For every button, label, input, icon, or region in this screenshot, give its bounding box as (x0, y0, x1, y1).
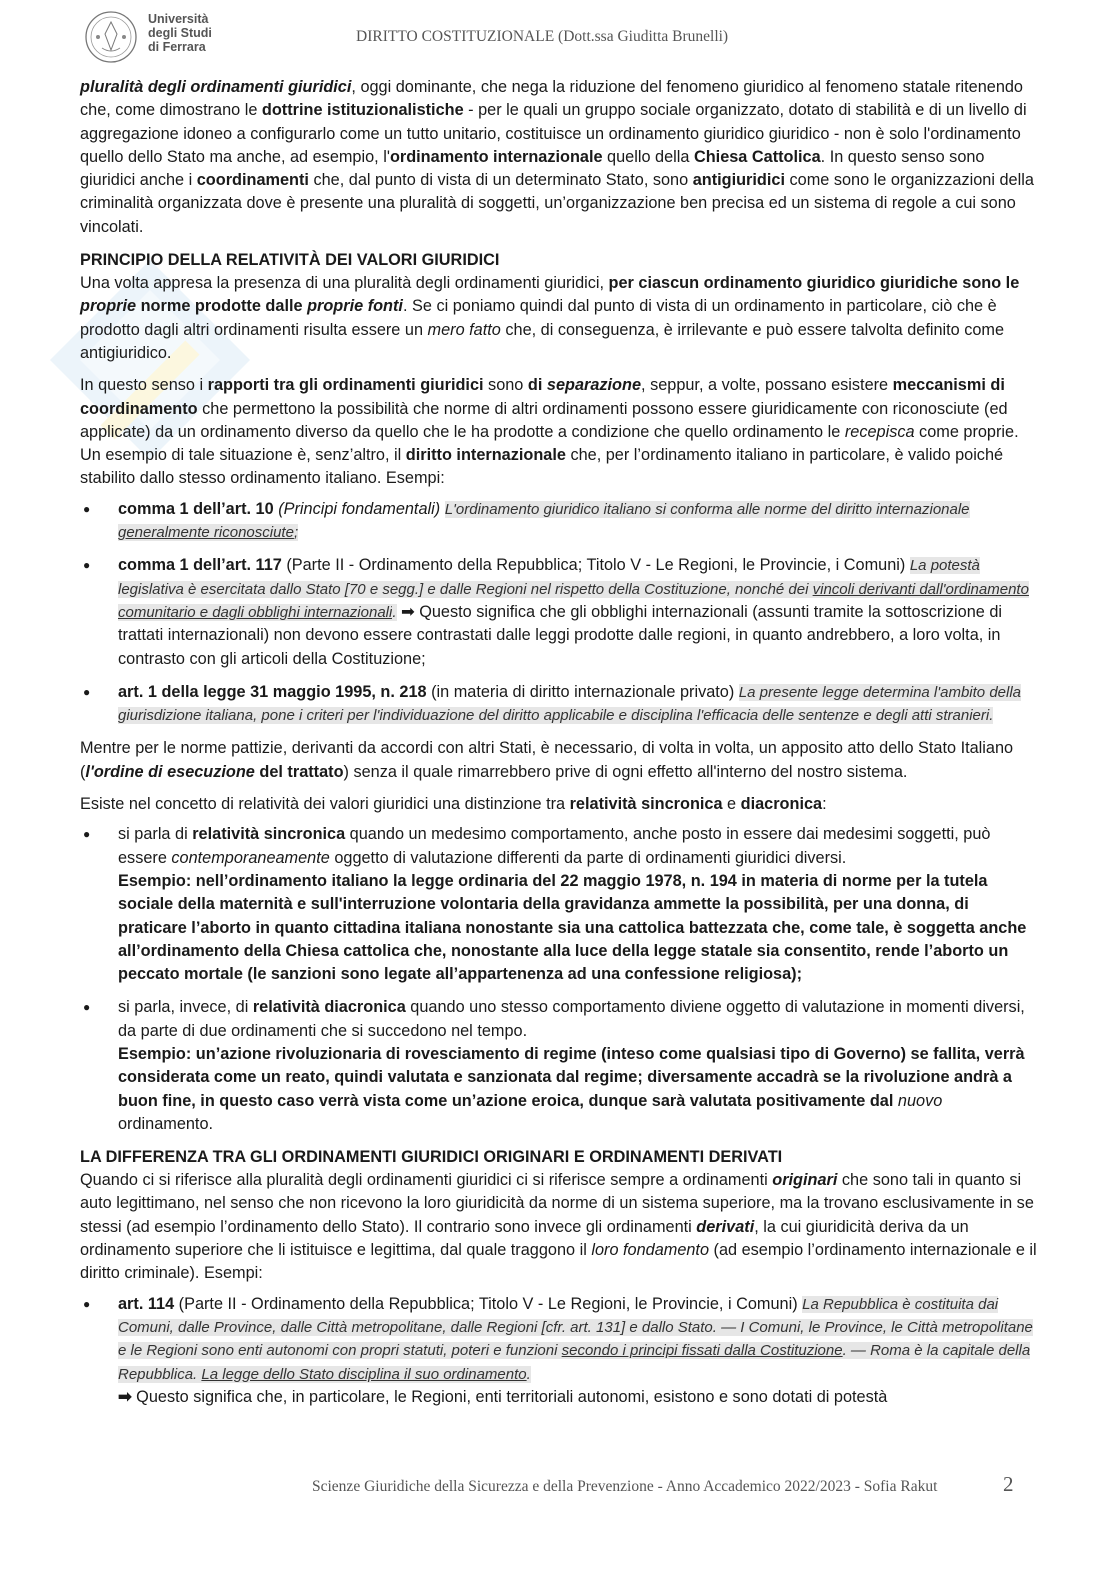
text-run: relatività diacronica (252, 998, 406, 1017)
text-run: (ad esempio l’ordinamento internazionale e il diritto criminale). Esempi: (80, 1241, 1037, 1283)
text-run: ) senza il quale rimarrebbero prive di ogni effetto all'interno del nostro sistema. (343, 762, 908, 781)
paragraph (80, 793, 1038, 816)
page-header (0, 0, 1118, 70)
text-run: Esempio: un’azione rivoluzionaria di rovesciamento di regime (inteso come qualsiasi tipo di Governo) se fallita, verrà considerata come un reato, quindi valutata e sanzionata dal regime; diversamente accadrà se la rivoluzione andrà a buon fine, in questo caso verrà vista come un’azione eroica, dunque sarà valutata positivamente dal (118, 1044, 1025, 1110)
text-run: - per le quali un gruppo sociale organizzato, dotato di stabilità e di un livello di aggregazione idoneo a configurarlo come un tutto unitario, costituisce un ordinamento giuridico giuridico - non è solo l'ordinamento quello dello Stato ma anche, ad esempio, l' (80, 101, 1027, 166)
university-seal-icon (84, 10, 138, 64)
text-run: . (526, 1365, 531, 1383)
text-run: : (822, 795, 827, 814)
text-run: comma 1 dell’art. 10 (118, 499, 274, 518)
text-run: per ciascun ordinamento giuridico giuridiche sono le (608, 274, 1020, 293)
text-run: comma 1 dell’art. 117 (118, 556, 282, 575)
text-run: antigiuridici (692, 171, 785, 190)
list-item (80, 498, 1038, 545)
page-number: 2 (1003, 1472, 1014, 1496)
text-run: (Parte II - Ordinamento della Repubblica; Titolo V - Le Regioni, le Provincie, i Comuni) (174, 1294, 803, 1313)
text-run: del trattato (254, 762, 344, 781)
text-run: che, dal punto di vista di un determinato Stato, sono (308, 171, 693, 190)
list-item (80, 554, 1038, 670)
paragraph (80, 374, 1038, 490)
text-run: nuovo (897, 1091, 943, 1110)
text-run: ordinamento. (118, 1114, 214, 1133)
text-run: che, di conseguenza, è irrilevante e può essere talvolta definito come antigiuridico. (80, 320, 1005, 362)
text-run: separazione (546, 376, 642, 395)
university-line: Università (148, 12, 209, 26)
text-run: contemporaneamente (171, 848, 330, 867)
text-run: ➡ Questo significa che gli obblighi internazionali (assunti tramite la sottoscrizione di trattati internazionali) non devono essere contrastati dalle leggi prodotte dalle regioni, in quanto andrebbero, a loro volta, in contrasto con gli articoli della Costituzione; (118, 602, 1003, 668)
course-title: DIRITTO COSTITUZIONALE (Dott.ssa Giuditta Brunelli) (356, 28, 729, 45)
text-run: Chiesa Cattolica (693, 147, 821, 166)
list-item (80, 681, 1038, 728)
text-run: ; (293, 524, 299, 542)
university-name (148, 12, 212, 54)
text-run: sono (483, 376, 528, 395)
paragraph (80, 76, 1038, 239)
paragraph (80, 1169, 1038, 1285)
text-run: proprie fonti (307, 297, 403, 316)
text-run: Esiste nel concetto di relatività dei valori giuridici una distinzione tra (80, 795, 570, 814)
text-run: vincoli derivanti dall'ordinamento comunitario e dagli obblighi internazionali (118, 580, 1029, 621)
text-run: di (527, 376, 547, 395)
text-run: La presente legge determina l'ambito della giurisdizione italiana, pone i criteri per l'individuazione del diritto applicabile e disciplina l'efficacia delle sentenze e degli atti stranieri. (118, 683, 1022, 725)
text-run: , seppur, a volte, possano esistere (641, 376, 893, 395)
text-run: , oggi dominante, che nega la riduzione del fenomeno giuridico al fenomeno statale ritenendo che, come dimostrano le (80, 78, 1023, 120)
text-run: loro fondamento (591, 1241, 710, 1260)
text-run: La legge dello Stato disciplina il suo ordinamento (201, 1365, 527, 1383)
text-run: Mentre per le norme pattizie, derivanti da accordi con altri Stati, è necessario, di volta in volta, un apposito atto dello Stato Italiano ( (80, 739, 1014, 781)
text-run: ➡ (118, 1387, 137, 1406)
text-run: (Parte II - Ordinamento della Repubblica; Titolo V - Le Regioni, le Provincie, i Comuni) (281, 556, 910, 575)
text-run: art. 114 (118, 1294, 175, 1313)
text-run: mero fatto (427, 320, 501, 339)
text-run: . Se ci poniamo quindi dal punto di vista di un ordinamento in particolare, ciò che è prodotto dagli altri ordinamenti risulta essere un (80, 297, 997, 339)
text-run: . — Roma è la capitale della Repubblica. (118, 1342, 1031, 1383)
text-run: pluralità degli ordinamenti giuridici (80, 78, 352, 96)
text-run: Questo significa che, in particolare, le Regioni, enti territoriali autonomi, esistono e sono dotati di potestà (136, 1387, 888, 1406)
university-line: di Ferrara (148, 40, 206, 54)
text-run: (Principi fondamentali) (278, 499, 441, 518)
text-run: l'ordine di esecuzione (85, 762, 255, 781)
text-run: L'ordinamento giuridico italiano si conforma alle norme del diritto internazionale (444, 500, 970, 518)
text-run: proprie (80, 297, 137, 316)
list-item (80, 823, 1038, 986)
bullet-list (80, 823, 1038, 1136)
text-run: , la cui giuridicità deriva da un ordinamento superiore che li istituisce e legittima, dal quale traggono il (80, 1217, 969, 1260)
text-run: La potestà legislativa è esercitata dallo Stato [70 e segg.] e dalle Regioni nel rispetto della Costituzione, nonché dei (118, 557, 980, 598)
text-run: relatività sincronica (569, 795, 723, 814)
text-run: meccanismi di coordinamento (80, 376, 1005, 418)
section-heading: LA DIFFERENZA TRA GLI ORDINAMENTI GIURIDICI ORIGINARI E ORDINAMENTI DERIVATI (80, 1148, 783, 1167)
bullet-list (80, 1293, 1038, 1409)
text-run: norme prodotte dalle (136, 297, 308, 316)
text-run: diritto internazionale (405, 446, 566, 465)
text-run: che sono tali in quanto si auto legittimano, nel senso che non ricevono la loro giuridicità da norme di un sistema superiore, ma la trovano esclusivamente in se stessi (ad esempio l’ordinamento dello Stato). Il contrario sono invece gli ordinamenti (80, 1171, 1034, 1236)
text-run: secondo i principi fissati dalla Costituzione (561, 1342, 843, 1360)
text-run: Esempio: nell’ordinamento italiano la legge ordinaria del 22 maggio 1978, n. 194 in materia di norme per la tutela sociale della maternità e sull'interruzione volontaria della gravidanza ammette la possibilità, per una donna, di praticare l’aborto in quanto cittadina italiana nonostante sia una cattolica battezzata che, come tale, è soggetta anche all’ordinamento della Chiesa cattolica che, nonostante alla luce della legge statale sia consentito, rende l’aborto un peccato mortale (le sanzioni sono legate all’appartenenza ad una confessione religiosa); (118, 871, 1027, 984)
text-run: art. 1 della legge 31 maggio 1995, n. 218 (118, 682, 427, 701)
text-run: La Repubblica è costituita dai Comuni, dalle Province, dalle Città metropolitane, dalle Regioni [cfr. art. 131] e dallo Stato. — I Comuni, le Province, le Città metropolitane e le Regioni sono enti autonomi con propri statuti, poteri e funzioni (118, 1295, 1033, 1360)
text-run: come sono le organizzazioni della criminalità organizzata dove è presente una pluralità di soggetti, un’organizzazione ben precisa ed un sistema di regole a cui sono vincolati. (80, 171, 1034, 236)
paragraph (80, 272, 1038, 365)
text-run: che permettono la possibilità che norme di altri ordinamenti possono essere giuridicamente con riconosciute (ed applicate) da un ordinamento diverso da quello che le ha prodotte a condizione che quello ordinamento le (80, 399, 1008, 441)
text-run: ordinamento internazionale (389, 147, 603, 166)
text-run: oggetto di valutazione differenti da parte di ordinamenti giuridici diversi. (329, 848, 847, 867)
text-run: relatività sincronica (192, 825, 346, 844)
list-item (80, 996, 1038, 1136)
text-run: derivati (696, 1217, 755, 1236)
bullet-list (80, 498, 1038, 728)
text-run: originari (772, 1171, 838, 1190)
paragraph (80, 737, 1038, 784)
text-run: Una volta appresa la presenza di una pluralità degli ordinamenti giuridici, (80, 274, 609, 293)
section-heading: PRINCIPIO DELLA RELATIVITÀ DEI VALORI GIURIDICI (80, 251, 500, 270)
text-run: quando un medesimo comportamento, anche posto in essere dai medesimi soggetti, può essere (118, 825, 991, 867)
text-run: Quando ci si riferisce alla pluralità degli ordinamenti giuridici ci si riferisce sempre a ordinamenti (80, 1171, 773, 1190)
text-run: In questo senso i (80, 376, 208, 395)
text-run: quello della (602, 147, 694, 166)
text-run: dottrine istituzionalistiche (261, 101, 464, 120)
text-run: generalmente riconosciute (118, 524, 294, 542)
text-run: diacronica (740, 795, 823, 814)
text-run: (in materia di diritto internazionale privato) (426, 682, 739, 701)
text-run: che, per l’ordinamento italiano in particolare, è valido poiché stabilito dallo stesso ordinamento italiano. Esempi: (80, 446, 1004, 488)
text-run: e (722, 795, 741, 814)
footer-text: Scienze Giuridiche della Sicurezza e della Prevenzione - Anno Accademico 2022/2023 - Sofia Rakut (312, 1478, 938, 1495)
text-run: come proprie. Un esempio di tale situazione è, senz’altro, il (80, 422, 1019, 465)
university-line: degli Studi (148, 26, 212, 40)
text-run: coordinamenti (196, 171, 309, 190)
text-run: si parla di (118, 825, 193, 844)
text-run: recepisca (844, 422, 915, 441)
text-run: . In questo senso sono giuridici anche i (80, 147, 985, 190)
text-run: quando uno stesso comportamento diviene oggetto di valutazione in momenti diversi, da parte di due ordinamenti che si succedono nel tempo. (118, 998, 1025, 1040)
text-run: . (392, 603, 397, 621)
list-item (80, 1293, 1038, 1409)
text-run: si parla, invece, di (118, 998, 253, 1017)
document-body (80, 76, 1038, 1419)
text-run: rapporti tra gli ordinamenti giuridici (207, 376, 484, 395)
